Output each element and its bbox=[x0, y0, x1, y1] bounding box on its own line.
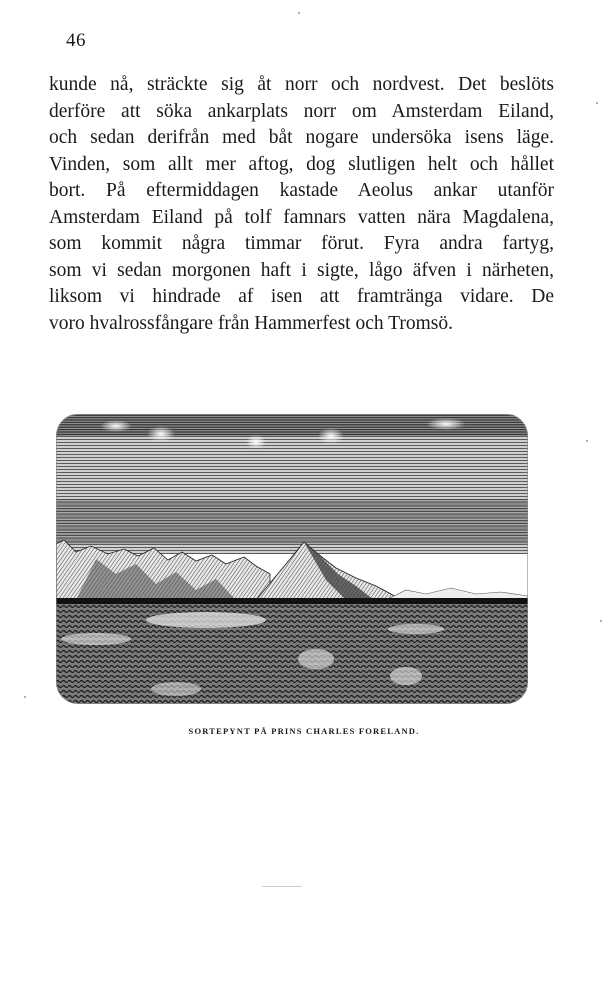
text-line: och sedan derifrån med båt nogare undersöka isens läge. bbox=[49, 127, 554, 148]
scan-speck bbox=[24, 696, 26, 698]
cloud bbox=[100, 420, 132, 432]
text-line: Amsterdam Eiland på tolf famnars vatten nära Magdalena, bbox=[49, 206, 554, 228]
cloud bbox=[426, 418, 466, 430]
water-reflection bbox=[146, 612, 266, 628]
scan-speck bbox=[600, 620, 602, 622]
scan-speck bbox=[298, 12, 300, 14]
scan-speck bbox=[586, 440, 588, 442]
text-line: som vi sedan morgonen haft i sigte, lågo äfven i närheten, bbox=[49, 259, 554, 281]
horizon-line bbox=[56, 598, 528, 604]
text-line: voro hvalrossfångare från Hammerfest och Tromsö. bbox=[49, 312, 453, 334]
water-reflection bbox=[151, 682, 201, 696]
page-number: 46 bbox=[66, 30, 86, 51]
cloud bbox=[246, 435, 266, 449]
sea-area bbox=[56, 604, 528, 704]
cloud bbox=[147, 426, 175, 442]
figure-caption: SORTEPYNT PÅ PRINS CHARLES FORELAND. bbox=[188, 726, 420, 736]
scan-speck bbox=[596, 102, 598, 104]
cloud bbox=[318, 428, 344, 444]
text-line: kunde nå, sträckte sig åt norr och nordvest. Det beslöts bbox=[49, 74, 554, 95]
engraving-illustration bbox=[56, 414, 528, 704]
text-line: som kommit några timmar förut. Fyra andra fartyg, bbox=[49, 233, 554, 254]
water-reflection bbox=[61, 633, 131, 645]
text-line: bort. På eftermiddagen kastade Aeolus ankar utanför bbox=[49, 180, 554, 201]
water-reflection bbox=[390, 667, 422, 685]
text-line: derföre att söka ankarplats norr om Amsterdam Eiland, bbox=[49, 100, 554, 122]
water-reflection bbox=[388, 624, 444, 634]
sky-low-band bbox=[56, 499, 528, 544]
scan-speck bbox=[262, 886, 302, 887]
water-reflection bbox=[298, 649, 334, 669]
text-line: liksom vi hindrade af isen att framtränga vidare. De bbox=[49, 286, 554, 307]
text-line: Vinden, som allt mer aftog, dog slutligen helt och hållet bbox=[49, 153, 554, 175]
body-paragraph bbox=[49, 72, 554, 337]
